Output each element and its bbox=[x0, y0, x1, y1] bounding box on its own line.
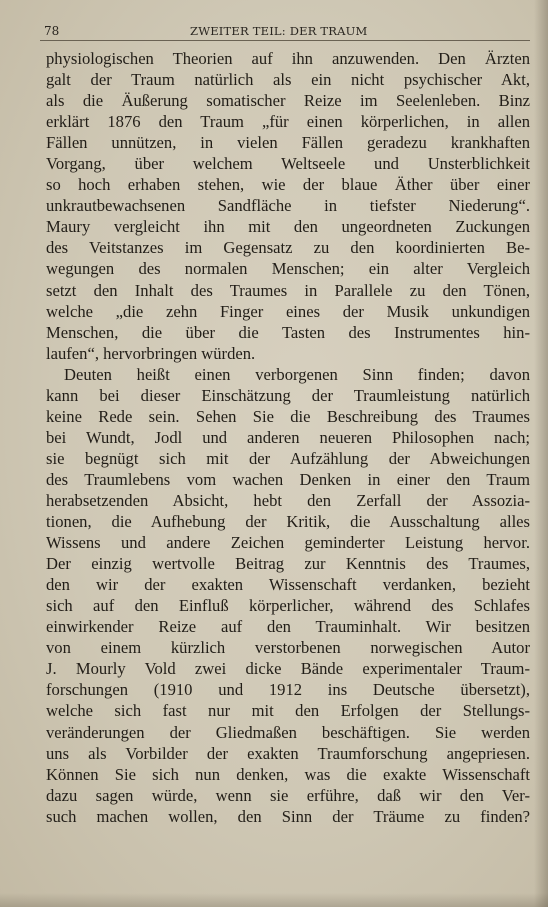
header-rule bbox=[40, 40, 530, 41]
text-line: forschungen (1910 und 1912 ins Deutsche übersetzt), bbox=[46, 680, 530, 700]
text-line: von einem kürzlich verstorbenen norwegischen Autor bbox=[46, 638, 530, 658]
text-line: tionen, die Aufhebung der Kritik, die Ausschaltung alles bbox=[46, 512, 530, 532]
text-line: des Veitstanzes im Gegensatz zu den koordinierten Be- bbox=[46, 238, 530, 258]
text-line: Fällen unnützen, in vielen Fällen geradezu krankhaften bbox=[46, 133, 530, 153]
text-line: erklärt 1876 den Traum „für einen körperlichen, in allen bbox=[46, 112, 530, 132]
text-line: welche sich fast nur mit den Erfolgen der Stellungs- bbox=[46, 701, 530, 721]
text-line: Wissens und andere Zeichen geminderter Leistung hervor. bbox=[46, 533, 530, 553]
text-line: unkrautbewachsenen Sandfläche in tiefster Niederung“. bbox=[46, 196, 530, 216]
text-line: als die Äußerung somatischer Reize im Seelenleben. Binz bbox=[46, 91, 530, 111]
page-number: 78 bbox=[44, 24, 60, 38]
page-bottom-shadow bbox=[0, 893, 548, 907]
text-line: keine Rede sein. Sehen Sie die Beschreibung des Traumes bbox=[46, 406, 530, 426]
text-line: such machen wollen, den Sinn der Träume zu finden? bbox=[46, 806, 530, 826]
text-line: einwirkender Reize auf den Trauminhalt. Wir besitzen bbox=[46, 617, 530, 637]
page-spine-shadow bbox=[534, 0, 548, 907]
text-line: sie begnügt sich mit der Aufzählung der Abweichungen bbox=[46, 448, 530, 468]
text-line: physiologischen Theorien auf ihn anzuwenden. Den Ärzten bbox=[46, 49, 530, 68]
text-line: des Traumlebens vom wachen Denken in einer den Traum bbox=[46, 469, 530, 489]
text-line: J. Mourly Vold zwei dicke Bände experimentaler Traum- bbox=[46, 659, 530, 679]
text-line: Menschen, die über die Tasten des Instrumentes hin- bbox=[46, 322, 530, 342]
text-line: laufen“, hervorbringen würden. bbox=[46, 343, 256, 363]
text-line: den wir der exakten Wissenschaft verdanken, bezieht bbox=[46, 575, 530, 595]
body-text bbox=[46, 48, 530, 827]
text-line: so hoch erhaben stehen, wie der blaue Äther über einer bbox=[46, 175, 530, 195]
text-line: welche „die zehn Finger eines der Musik unkundigen bbox=[46, 301, 530, 321]
page-header bbox=[38, 22, 524, 42]
text-line: Vorgang, über welchem Weltseele und Unsterblichkeit bbox=[46, 154, 530, 174]
text-line: Können Sie sich nun denken, was die exakte Wissenschaft bbox=[46, 764, 530, 784]
text-line: bei Wundt, Jodl und anderen neueren Philosophen nach; bbox=[46, 427, 530, 447]
text-line: veränderungen der Gliedmaßen beschäftigen. Sie werden bbox=[46, 722, 530, 742]
text-line: Maury vergleicht ihn mit den ungeordneten Zuckungen bbox=[46, 217, 530, 237]
paragraph-start-line: Deuten heißt einen verborgenen Sinn finden; davon bbox=[64, 364, 530, 384]
text-line: sich auf den Einfluß körperlicher, während des Schlafes bbox=[46, 596, 530, 616]
text-line: uns als Vorbilder der exakten Traumforschung angepriesen. bbox=[46, 743, 530, 763]
text-line: wegungen des normalen Menschen; ein alter Vergleich bbox=[46, 259, 530, 279]
text-line: setzt den Inhalt des Traumes in Parallele zu den Tönen, bbox=[46, 280, 530, 300]
text-line: kann bei dieser Einschätzung der Traumleistung natürlich bbox=[46, 385, 530, 405]
running-head: ZWEITER TEIL: DER TRAUM bbox=[190, 24, 368, 38]
text-line: galt der Traum natürlich als ein nicht psychischer Akt, bbox=[46, 70, 530, 90]
text-line: dazu sagen würde, wenn sie erführe, daß wir den Ver- bbox=[46, 785, 530, 805]
text-line: Der einzig wertvolle Beitrag zur Kenntnis des Traumes, bbox=[46, 554, 530, 574]
text-line: herabsetzenden Absicht, hebt den Zerfall der Assozia- bbox=[46, 490, 530, 510]
